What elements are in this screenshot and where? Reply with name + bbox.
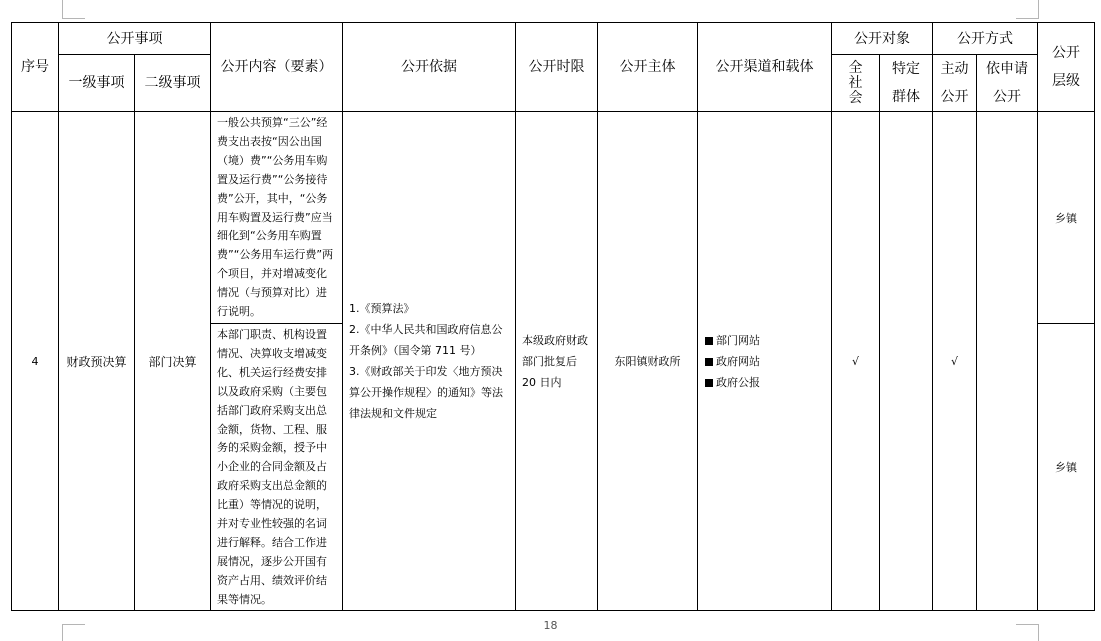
header-tier-line-1: 公开 xyxy=(1052,45,1080,61)
header-tier xyxy=(1038,23,1095,112)
header-content: 公开内容（要素） xyxy=(211,23,343,112)
cell-basis xyxy=(343,112,516,611)
header-seq: 序号 xyxy=(12,23,59,112)
header-tier-line-2: 层级 xyxy=(1052,73,1080,89)
black-square-icon xyxy=(705,379,713,387)
header-method-active xyxy=(933,55,977,112)
channel-label: 部门网站 xyxy=(716,333,760,347)
header-target-specific xyxy=(880,55,933,112)
basis-line-1: 1.《预算法》 xyxy=(349,302,415,315)
crop-mark-top-left xyxy=(62,0,85,19)
cell-method-request-mark xyxy=(977,112,1038,611)
header-method-request xyxy=(977,55,1038,112)
table-row xyxy=(12,112,1095,324)
cell-tier-part-1: 乡镇 xyxy=(1038,112,1095,324)
cell-method-active-mark: √ xyxy=(933,112,977,611)
black-square-icon xyxy=(705,337,713,345)
header-target-specific-line-1: 特定 xyxy=(892,61,920,77)
black-square-icon xyxy=(705,358,713,366)
header-basis: 公开依据 xyxy=(343,23,516,112)
cell-level1: 财政预决算 xyxy=(59,112,135,611)
basis-line-2: 2.《中华人民共和国政府信息公开条例》（国令第 711 号） xyxy=(349,323,503,357)
header-row-1 xyxy=(12,23,1095,55)
channel-item xyxy=(705,351,824,372)
cell-target-specific-mark xyxy=(880,112,933,611)
cell-level2: 部门决算 xyxy=(135,112,211,611)
header-level1: 一级事项 xyxy=(59,55,135,112)
cell-seq: 4 xyxy=(12,112,59,611)
header-method-active-line-2: 公开 xyxy=(940,89,969,105)
cell-content-part-1: 一般公共预算“三公”经费支出表按“因公出国（境）费”“公务用车购置及运行费”“公务接待费”公开，其中，“公务用车购置及运行费”应当细化到“公务用车购置费”“公务用车运行费”两个项目，并对增减变化情况（与预算对比）进行说明。 xyxy=(211,112,343,324)
header-target-specific-line-2: 群体 xyxy=(892,89,920,105)
header-items: 公开事项 xyxy=(59,23,211,55)
disclosure-table xyxy=(11,22,1095,611)
basis-line-3: 3.《财政部关于印发〈地方预决算公开操作规程〉的通知》等法律法规和文件规定 xyxy=(349,365,503,420)
cell-deadline: 本级政府财政部门批复后 20 日内 xyxy=(516,112,598,611)
header-target: 公开对象 xyxy=(832,23,933,55)
crop-mark-top-right xyxy=(1016,0,1039,19)
header-channels: 公开渠道和载体 xyxy=(698,23,832,112)
channel-label: 政府网站 xyxy=(716,354,760,368)
header-subject: 公开主体 xyxy=(598,23,698,112)
header-target-all-char-2: 社 xyxy=(848,74,863,91)
header-method-active-line-1: 主动 xyxy=(940,61,969,77)
cell-target-all-mark: √ xyxy=(832,112,880,611)
channel-label: 政府公报 xyxy=(716,375,760,389)
header-method-request-line-1: 依申请 xyxy=(986,61,1028,77)
header-target-all-char-1: 全 xyxy=(848,59,863,76)
header-target-all-char-3: 会 xyxy=(848,89,863,106)
page-number: 18 xyxy=(543,619,558,632)
header-target-all xyxy=(832,55,880,112)
cell-channels xyxy=(698,112,832,611)
header-level2: 二级事项 xyxy=(135,55,211,112)
cell-content-part-2: 本部门职责、机构设置情况、决算收支增减变化、机关运行经费安排以及政府采购（主要包括部门政府采购支出总金额，货物、工程、服务的采购金额，授予中小企业的合同金额及占政府采购支出总金额的比重）等情况的说明，并对专业性较强的名词进行解释。结合工作进展情况，逐步公开国有资产占用、绩效评价结果等情况。 xyxy=(211,324,343,611)
cell-subject: 东阳镇财政所 xyxy=(598,112,698,611)
channel-item xyxy=(705,372,824,393)
header-method: 公开方式 xyxy=(933,23,1038,55)
cell-tier-part-2: 乡镇 xyxy=(1038,324,1095,611)
header-method-request-line-2: 公开 xyxy=(993,89,1021,105)
header-deadline: 公开时限 xyxy=(516,23,598,112)
channel-item xyxy=(705,330,824,351)
